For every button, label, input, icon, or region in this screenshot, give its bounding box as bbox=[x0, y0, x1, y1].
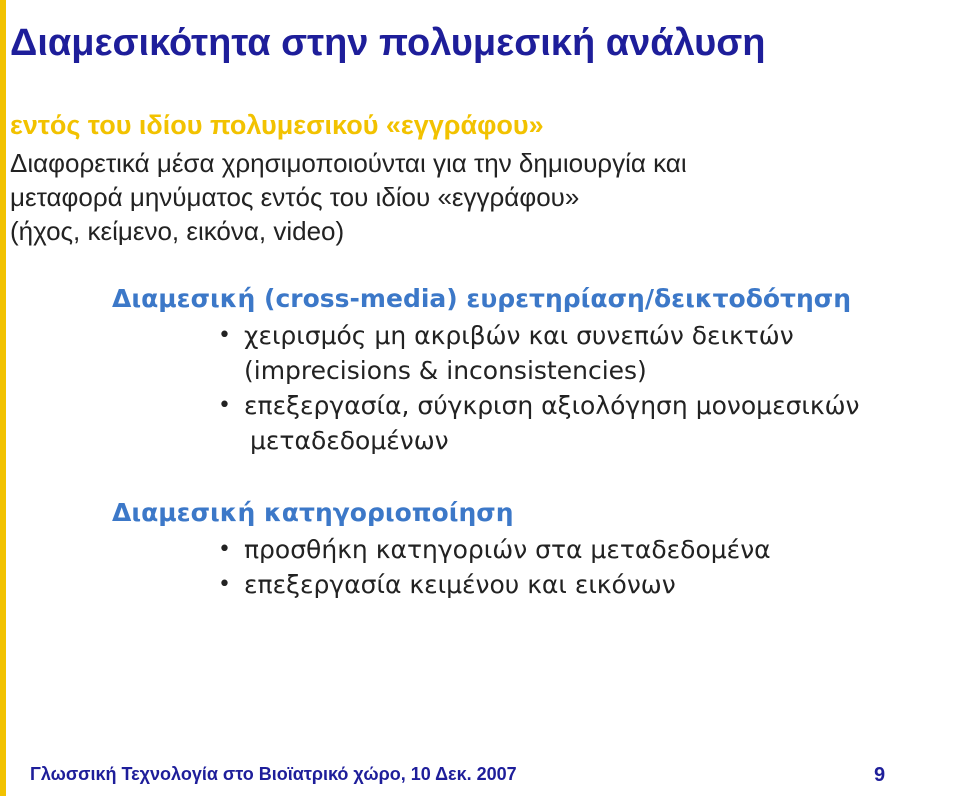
intro-line: μεταφορά μηνύματος εντός του ιδίου «εγγράφου» bbox=[10, 182, 580, 212]
list-item bbox=[218, 388, 860, 458]
bullet-continuation: (imprecisions & inconsistencies) bbox=[244, 356, 647, 385]
intro-paragraph bbox=[10, 146, 950, 248]
bullet-list-categorization bbox=[218, 532, 771, 602]
slide-title: Διαμεσικότητα στην πολυμεσική ανάλυση bbox=[10, 22, 766, 64]
bullet-text: χειρισμός μη ακριβών και συνεπών δεικτών bbox=[244, 321, 794, 350]
bullet-icon: • bbox=[218, 323, 231, 348]
bullet-text: επεξεργασία κειμένου και εικόνων bbox=[244, 570, 676, 599]
intro-line: (ήχος, κείμενο, εικόνα, video) bbox=[10, 216, 345, 246]
list-item bbox=[218, 532, 771, 567]
bullet-continuation: μεταδεδομένων bbox=[250, 426, 449, 455]
slide-footer: Γλωσσική Τεχνολογία στο Βιοϊατρικό χώρο, 10 Δεκ. 2007 bbox=[30, 764, 517, 784]
left-accent-bar bbox=[0, 0, 6, 796]
bullet-icon: • bbox=[218, 393, 231, 418]
intro-line: Διαφορετικά μέσα χρησιμοποιούνται για την δημιουργία και bbox=[10, 148, 687, 178]
bullet-icon: • bbox=[218, 537, 231, 562]
bullet-text: επεξεργασία, σύγκριση αξιολόγηση μονομεσικών bbox=[244, 391, 860, 420]
bullet-icon: • bbox=[218, 572, 231, 597]
section-heading-categorization: Διαμεσική κατηγοριοποίηση bbox=[112, 498, 514, 527]
section-heading-indexing: Διαμεσική (cross-media) ευρετηρίαση/δεικτοδότηση bbox=[112, 284, 852, 313]
slide-subtitle: εντός του ιδίου πολυμεσικού «εγγράφου» bbox=[10, 110, 544, 140]
list-item bbox=[218, 318, 860, 388]
list-item bbox=[218, 567, 771, 602]
page-number: 9 bbox=[874, 764, 886, 786]
bullet-list-indexing bbox=[218, 318, 860, 458]
bullet-text: προσθήκη κατηγοριών στα μεταδεδομένα bbox=[244, 535, 771, 564]
